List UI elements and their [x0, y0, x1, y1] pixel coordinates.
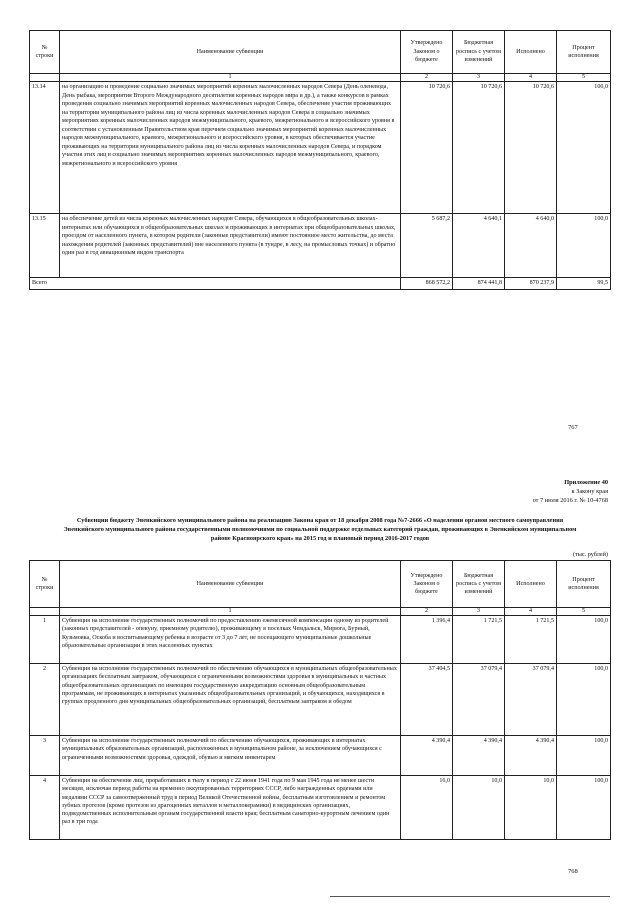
row-executed: 4 640,0 [505, 214, 557, 278]
table-row [30, 616, 611, 664]
row-name: на обеспечение детей из числа коренных малочисленных народов Севера, обучающихся в общеобразовательных школах-интернатах или обучающихся в общеобразовательных школах и проживающих в интернатах при общеобразовательных школах, проездом от населенного пункта, в котором родители (законные представители) имеют постоянное место жительства, до места нахождения родителей (законных представителей) вне населенного пункта (в тундре, в лесу, на промысловых точках) и обратно один раз в год авиационным видом транспорта [60, 214, 401, 278]
col-header-name: Наименование субвенции [60, 561, 401, 608]
column-number: 3 [453, 608, 505, 616]
table-row [30, 736, 611, 776]
total-label: Всего [30, 278, 401, 290]
row-executed: 10,0 [505, 776, 557, 840]
appendix-title: Приложение 40 [564, 479, 608, 486]
appendix-line: от 7 июля 2016 г. № 10-4768 [532, 497, 608, 504]
table-row [30, 664, 611, 736]
col-header-executed: Исполнено [505, 31, 557, 74]
row-name: на организацию и проведение социально значимых мероприятий коренных малочисленных народов Севера (День оленевода, День рыбака, мероприятия Второго Международного десятилетия коренных народов мира и др.), а также конкурсов в рамках проведения социально значимых мероприятий коренных малочисленных народов Севера, обеспечение участия проживающих на территории муниципального района лиц из числа коренных малочисленных народов Севера в социально значимых мероприятиях коренных малочисленных народов межмуниципального, краевого, межрегионального и всероссийского уровня в соответствии с установленным Правительством края перечнем социально значимых мероприятий коренных малочисленных народов межмуниципального, краевого, межрегионального и всероссийского уровня, в которых обеспечивается участие проживающих на территории муниципального района лиц из числа коренных малочисленных народов Севера, и порядком участия этих лиц в социально значимых мероприятиях коренных малочисленных народов межмуниципального, краевого, межрегионального и всероссийского уровня [60, 82, 401, 214]
column-number: 2 [401, 608, 453, 616]
column-number [30, 74, 60, 82]
col-header-num: № строки [30, 31, 60, 74]
units-label: (тыс. рублей) [573, 551, 608, 558]
row-name: Субвенция на исполнение государственных полномочий по обеспечению обучающихся в муниципальных общеобразовательных организациях бесплатным завтраком, обучающихся с ограниченными возможностями здоровья в муниципальных и частных общеобразовательных организациях по имеющим государственную аккредитацию основным общеобразовательным программам, не проживающих в интернатах указанных общеобразовательных организаций, и обучающихся, находящихся в группах продленного дня муниципальных общеобразовательных организаций, бесплатным завтраком и обедом [60, 664, 401, 736]
row-percent: 100,0 [557, 82, 611, 214]
row-num: 13.15 [30, 214, 60, 278]
row-num: 13.14 [30, 82, 60, 214]
row-num: 3 [30, 736, 60, 776]
col-header-budget: Бюджетная роспись с учетом изменений [453, 31, 505, 74]
row-approved: 1 396,4 [401, 616, 453, 664]
row-budget: 10 720,6 [453, 82, 505, 214]
row-percent: 100,0 [557, 664, 611, 736]
page-number: 767 [568, 424, 578, 431]
row-budget: 1 721,5 [453, 616, 505, 664]
row-name: Субвенция на исполнение государственных полномочий по предоставлению ежемесячной компенсации одному из родителей (законных представителей - опекуну, приемному родителю), проживающему в поселках Чемдальск, Мирюга, Бурный, Кузьмовка, Оскоба и воспитывающему ребенка в возрасте от 3 до 7 лет, не посещающего муниципальные дошкольные образовательные организации в этих населенных пунктах [60, 616, 401, 664]
row-executed: 10 720,6 [505, 82, 557, 214]
row-executed: 1 721,5 [505, 616, 557, 664]
col-header-approved: Утверждено Законом о бюджете [401, 31, 453, 74]
column-number: 5 [557, 608, 611, 616]
total-approved: 868 572,2 [401, 278, 453, 290]
total-percent: 99,5 [557, 278, 611, 290]
row-num: 4 [30, 776, 60, 840]
row-budget: 37 079,4 [453, 664, 505, 736]
row-percent: 100,0 [557, 616, 611, 664]
row-executed: 37 079,4 [505, 664, 557, 736]
table-row [30, 82, 611, 214]
col-header-budget: Бюджетная роспись с учетом изменений [453, 561, 505, 608]
col-header-percent: Процент исполнения [557, 561, 611, 608]
col-header-approved: Утверждено Законом о бюджете [401, 561, 453, 608]
table-header-row [30, 31, 611, 74]
row-percent: 100,0 [557, 214, 611, 278]
document-title: Субвенции бюджету Эвенкийского муниципального района на реализацию Закона края от 18 декабря 2008 года №7-2666 «О наделении органов местного самоуправления Эвенкийского муниципального района государственными полномочиями по социальной поддержке отдельных категорий граждан, проживающих в Эвенкийском муниципальном районе Красноярского края» на 2015 год и плановый период 2016-2017 годов [63, 517, 577, 542]
row-percent: 100,0 [557, 736, 611, 776]
row-approved: 10 720,6 [401, 82, 453, 214]
footer-divider [330, 896, 610, 897]
row-approved: 4 390,4 [401, 736, 453, 776]
column-number: 1 [60, 608, 401, 616]
row-approved: 37 404,5 [401, 664, 453, 736]
col-header-percent: Процент исполнения [557, 31, 611, 74]
row-approved: 5 687,2 [401, 214, 453, 278]
row-executed: 4 390,4 [505, 736, 557, 776]
appendix-line: к Закону края [571, 488, 608, 495]
table-row [30, 776, 611, 840]
column-number: 4 [505, 74, 557, 82]
column-number: 1 [60, 74, 401, 82]
column-number-row [30, 74, 611, 82]
col-header-num: № строки [30, 561, 60, 608]
row-name: Субвенция на обеспечение лиц, проработавших в тылу в период с 22 июня 1941 года по 9 мая 1945 года не менее шести месяцев, исключая период работы на временно оккупированных территориях СССР, либо награжденных орденами или медалями СССР за самоотверженный труд в период Великой Отечественной войны, бесплатным изготовлением и ремонтом зубных протезов (кроме протезов из драгоценных металлов и металлокерамики) в медицинских организациях, подведомственных исполнительным органам государственной власти края; бесплатным санаторно-курортным лечением один раз в три года [60, 776, 401, 840]
column-number: 5 [557, 74, 611, 82]
page-number: 768 [568, 868, 578, 875]
column-number-row [30, 608, 611, 616]
subvention-table-continued [29, 30, 611, 290]
row-num: 2 [30, 664, 60, 736]
column-number: 4 [505, 608, 557, 616]
column-number: 3 [453, 74, 505, 82]
appendix-header [533, 478, 608, 505]
row-name: Субвенция на исполнение государственных полномочий по обеспечению обучающихся, проживающих в интернатах муниципальных образовательных организаций, расположенных в муниципальном районе, за исключением обучающихся с ограниченными возможностями здоровья, одеждой, обувью и мягким инвентарем [60, 736, 401, 776]
col-header-name: Наименование субвенции [60, 31, 401, 74]
row-budget: 4 640,1 [453, 214, 505, 278]
row-budget: 10,0 [453, 776, 505, 840]
table-row [30, 214, 611, 278]
row-num: 1 [30, 616, 60, 664]
subvention-table [29, 560, 611, 840]
column-number: 2 [401, 74, 453, 82]
total-executed: 870 237,9 [505, 278, 557, 290]
row-percent: 100,0 [557, 776, 611, 840]
column-number [30, 608, 60, 616]
total-budget: 874 441,8 [453, 278, 505, 290]
col-header-executed: Исполнено [505, 561, 557, 608]
row-approved: 16,0 [401, 776, 453, 840]
table-header-row [30, 561, 611, 608]
total-row [30, 278, 611, 290]
row-budget: 4 390,4 [453, 736, 505, 776]
